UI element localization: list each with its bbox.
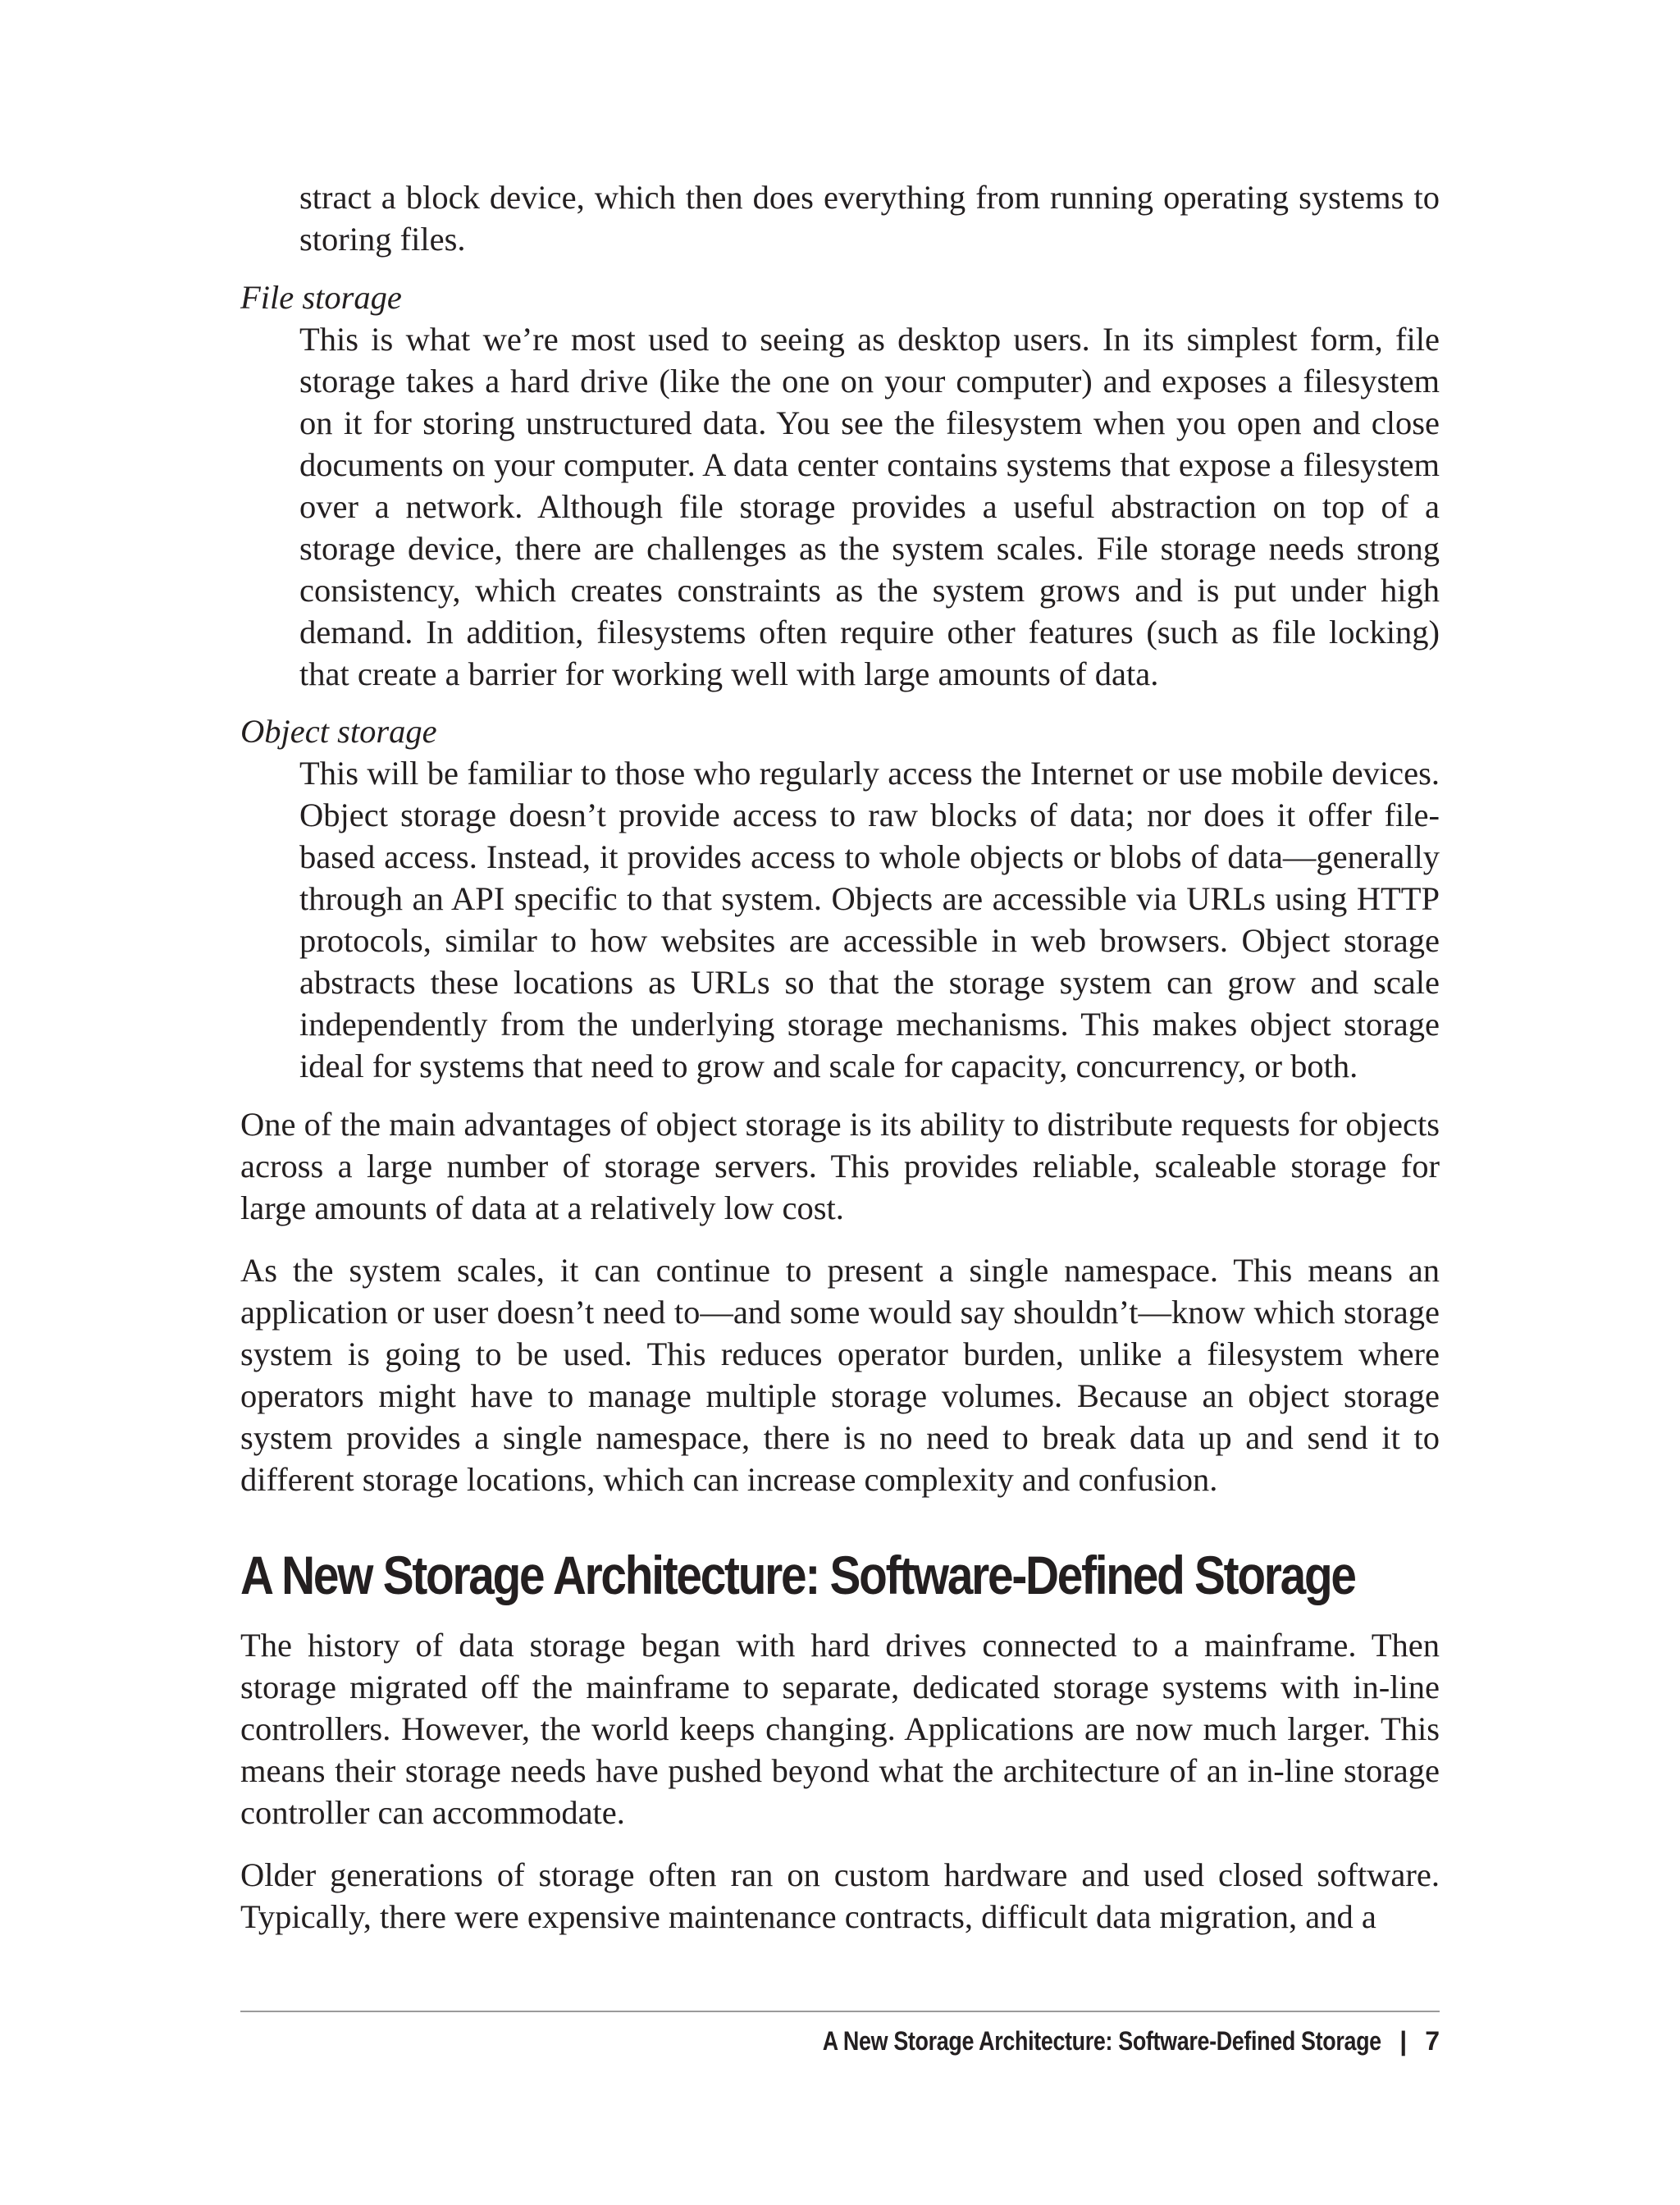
term-file-storage: File storage [240, 279, 402, 316]
paragraph-object-storage-advantages: One of the main advantages of object storage is its ability to distribute requests for objects across a large number of storage servers. This provides reliable, scaleable storage for large amounts of data at a relatively low cost. [240, 1106, 1440, 1226]
definition-object-storage: This will be familiar to those who regularly access the Internet or use mobile devices. Object storage doesn’t provide access to raw blocks of data; nor does it offer file-based access. Instead, it provides access to whole objects or blobs of data—generally through an API specific to that system. Objects are accessible via URLs using HTTP protocols, similar to how websites are accessible in web browsers. Object storage abstracts these locations as URLs so that the storage system can grow and scale independently from the underlying storage mechanisms. This makes object storage ideal for systems that need to grow and scale for capacity, concurrency, or both. [299, 755, 1440, 1084]
definition-file-storage: This is what we’re most used to seeing as desktop users. In its simplest form, file storage takes a hard drive (like the one on your computer) and exposes a filesystem on it for storing unstructured data. You see the filesystem when you open and close documents on your computer. A data center contains systems that expose a filesystem over a network. Although file storage provides a useful abstraction on top of a storage device, there are challenges as the system scales. File storage needs strong consistency, which creates constraints as the system grows and is put under high demand. In addition, filesystems often require other features (such as file locking) that create a barrier for working well with large amounts of data. [299, 321, 1440, 692]
footer-separator: | [1399, 2026, 1408, 2056]
continuation-paragraph: stract a block device, which then does everything from running operating systems to storing files. [299, 179, 1440, 258]
section-heading: A New Storage Architecture: Software-Defined Storage [240, 1545, 1355, 1605]
paragraph-storage-history: The history of data storage began with hard drives connected to a mainframe. Then storage migrated off the mainframe to separate, dedicated storage systems with in-line controllers. However, the world keeps changing. Applications are now much larger. This means their storage needs have pushed beyond what the architecture of an in-line storage controller can accommodate. [240, 1627, 1440, 1831]
document-page [240, 0, 1440, 2205]
paragraph-older-generations: Older generations of storage often ran on custom hardware and used closed software. Typically, there were expensive maintenance contracts, difficult data migration, and a [240, 1856, 1440, 1935]
running-footer [716, 2025, 1440, 2057]
term-object-storage: Object storage [240, 713, 437, 750]
footer-divider [240, 2011, 1440, 2012]
page-number: 7 [1425, 2026, 1440, 2056]
paragraph-single-namespace: As the system scales, it can continue to present a single namespace. This means an application or user doesn’t need to—and some would say shouldn’t—know which storage system is going to be used. This reduces operator burden, unlike a filesystem where operators might have to manage multiple storage volumes. Because an object storage system provides a single namespace, there is no need to break data up and send it to different storage locations, which can increase complexity and confusion. [240, 1252, 1440, 1498]
footer-section-title: A New Storage Architecture: Software-Defined Storage [823, 2026, 1382, 2056]
